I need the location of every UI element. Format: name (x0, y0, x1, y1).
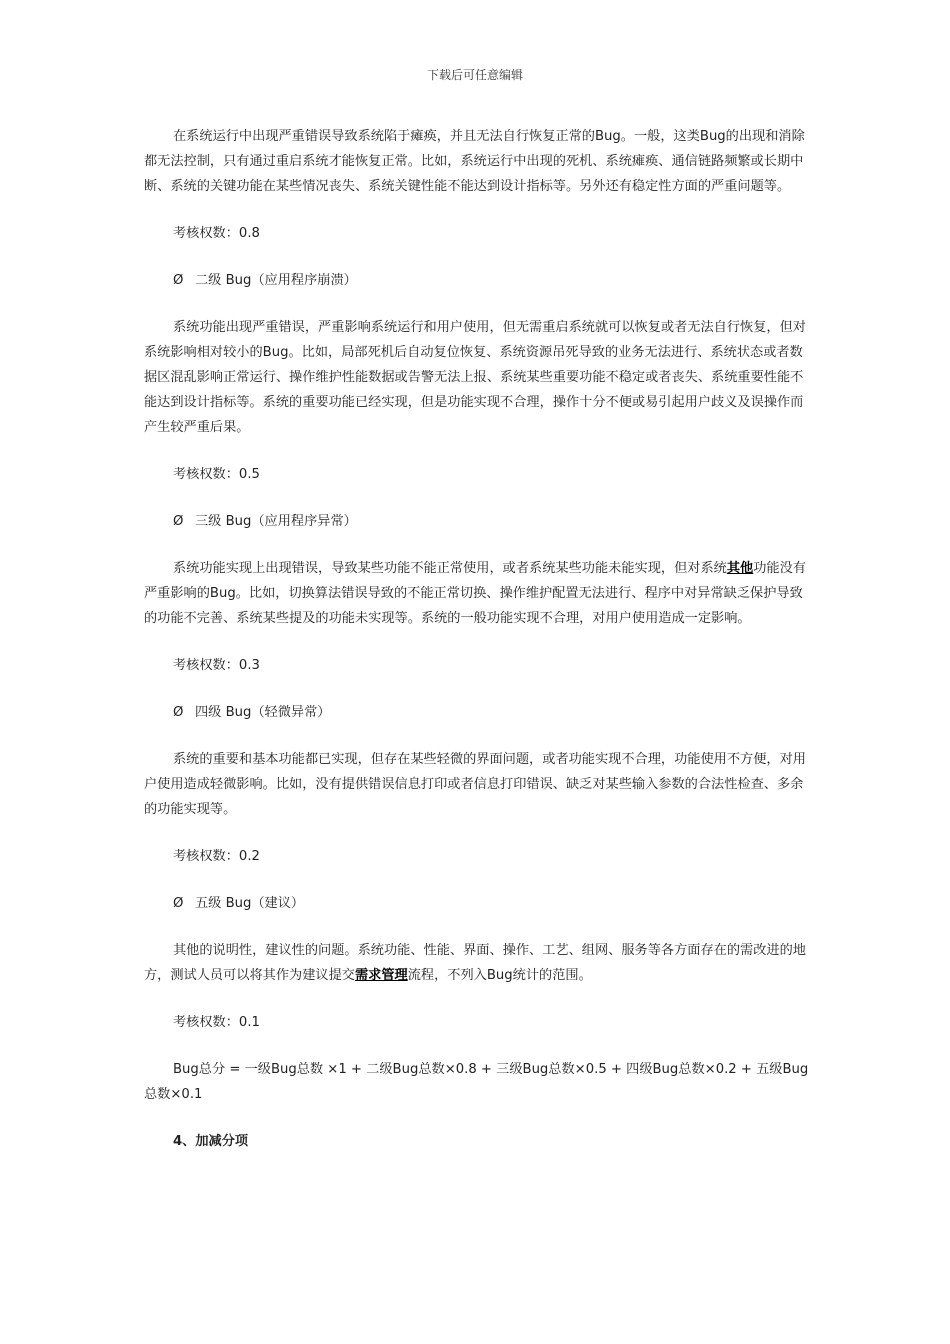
level5-text-after: 流程，不列入Bug统计的范围。 (407, 968, 592, 983)
document-body (144, 124, 812, 1176)
level3-text-before: 系统功能实现上出现错误，导致某些功能不能正常使用，或者系统某些功能未能实现，但对系统 (173, 561, 727, 576)
bullet-icon: Ø (173, 273, 184, 288)
level5-text-before: 其他的说明性，建议性的问题。系统功能、性能、界面、操作、工艺、组网、服务等各方面存在的需改进的地方，测试人员可以将其作为建议提交 (144, 943, 806, 983)
level3-heading (144, 509, 812, 534)
level3-description (144, 556, 812, 631)
bullet-icon: Ø (173, 705, 184, 720)
level5-heading (144, 891, 812, 916)
level3-text-after: 功能没有严重影响的Bug。比如，切换算法错误导致的不能正常切换、操作维护配置无法进行、程序中对异常缺乏保护导致的功能不完善、系统某些提及的功能未实现等。系统的一般功能实现不合理，对用户使用造成一定影响。 (144, 561, 806, 626)
level5-weight: 考核权数：0.1 (173, 1015, 260, 1030)
bullet-icon: Ø (173, 896, 184, 911)
level4-title: 四级 Bug（轻微异常） (195, 705, 331, 720)
bug-score-formula: Bug总分 = 一级Bug总数 ×1 + 二级Bug总数×0.8 + 三级Bug总数×0.5 + 四级Bug总数×0.2 + 五级Bug总数×0.1 (144, 1062, 809, 1102)
level2-weight: 考核权数：0.5 (173, 467, 260, 482)
requirements-management-link[interactable]: 需求管理 (355, 968, 408, 983)
level5-title: 五级 Bug（建议） (195, 896, 305, 911)
level3-title: 三级 Bug（应用程序异常） (195, 514, 357, 529)
level4-weight: 考核权数：0.2 (173, 849, 260, 864)
level5-description (144, 938, 812, 988)
level2-title: 二级 Bug（应用程序崩溃） (195, 273, 357, 288)
level1-description: 在系统运行中出现严重错误导致系统陷于瘫痪，并且无法自行恢复正常的Bug。一般，这类Bug的出现和消除都无法控制，只有通过重启系统才能恢复正常。比如，系统运行中出现的死机、系统瘫痪、通信链路频繁或长期中断、系统的关键功能在某些情况丧失、系统关键性能不能达到设计指标等。另外还有稳定性方面的严重问题等。 (144, 129, 805, 194)
page-header: 下载后可任意编辑 (426, 68, 523, 82)
level1-weight: 考核权数：0.8 (173, 226, 260, 241)
level2-description: 系统功能出现严重错误，严重影响系统运行和用户使用，但无需重启系统就可以恢复或者无法自行恢复，但对系统影响相对较小的Bug。比如，局部死机后自动复位恢复、系统资源吊死导致的业务无法进行、系统状态或者数据区混乱影响正常运行、操作维护性能数据或告警无法上报、系统某些重要功能不稳定或者丧失、系统重要性能不能达到设计指标等。系统的重要功能已经实现，但是功能实现不合理，操作十分不便或易引起用户歧义及误操作而产生较严重后果。 (144, 320, 806, 435)
other-link[interactable]: 其他 (726, 561, 754, 576)
section-heading: 4、加减分项 (173, 1134, 249, 1149)
level2-heading (144, 268, 812, 293)
bullet-icon: Ø (173, 514, 184, 529)
level4-heading (144, 700, 812, 725)
level4-description: 系统的重要和基本功能都已实现，但存在某些轻微的界面问题，或者功能实现不合理，功能使用不方便，对用户使用造成轻微影响。比如，没有提供错误信息打印或者信息打印错误、缺乏对某些输入参数的合法性检查、多余的功能实现等。 (144, 752, 806, 817)
level3-weight: 考核权数：0.3 (173, 658, 260, 673)
